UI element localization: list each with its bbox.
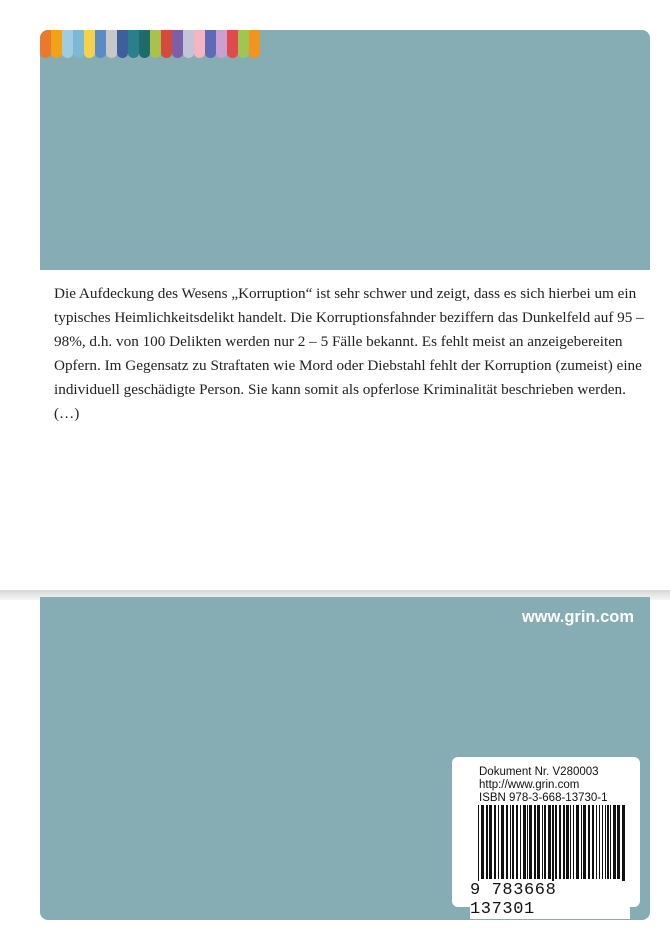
barcode-bar <box>501 805 504 879</box>
document-number: Dokument Nr. V280003 <box>479 766 599 778</box>
cover-top-panel <box>40 30 650 270</box>
blurb-text: Die Aufdeckung des Wesens „Korruption“ ist sehr schwer und zeigt, dass es sich hierbei um ein typisches Heimlichkeitsdelikt handelt. Die Korruptionsfahnder beziffern das Dunkelfeld auf 95 – 98%, d.h. von 100 Delikten werden nur 2 – 5 Fälle bekannt. Es fehlt meist an anzeigebereiten Opfern. Im Gegensatz zu Straftaten wie Mord oder Diebstahl fehlt der Korruption (zumeist) eine individuell geschädigte Person. Sie kann somit als opferlose Kriminalität beschrieben werden. (…) <box>54 285 644 422</box>
barcode-bar <box>542 805 543 879</box>
barcode-bar <box>494 805 496 879</box>
barcode-digits: 9 783668 137301 <box>470 881 630 919</box>
color-stripe <box>172 30 183 58</box>
color-stripe <box>227 30 238 58</box>
barcode-bar <box>510 805 511 879</box>
barcode-bar <box>529 805 532 879</box>
back-cover-blurb <box>40 270 650 592</box>
barcode-bar <box>566 805 569 879</box>
barcode-bar <box>537 805 540 879</box>
publisher-website[interactable]: www.grin.com <box>521 608 634 626</box>
barcode-bar <box>588 805 590 879</box>
barcode-bar <box>486 805 488 879</box>
barcode-bar <box>602 805 603 879</box>
color-stripe <box>161 30 172 58</box>
barcode-bar <box>548 805 551 879</box>
barcode-bar <box>534 805 536 879</box>
barcode-bar <box>607 805 609 879</box>
barcode-bar <box>622 805 625 887</box>
barcode-bar <box>592 805 594 879</box>
color-stripe <box>95 30 106 58</box>
color-stripe <box>128 30 139 58</box>
barcode-bar <box>596 805 597 879</box>
color-stripe <box>40 30 51 58</box>
color-stripe <box>139 30 150 58</box>
barcode-bar <box>478 805 479 887</box>
color-stripe <box>194 30 205 58</box>
color-stripe <box>84 30 95 58</box>
color-stripe <box>205 30 216 58</box>
barcode-bar <box>552 805 554 887</box>
color-stripe <box>51 30 62 58</box>
color-stripe <box>216 30 227 58</box>
isbn-number: ISBN 978-3-668-13730-1 <box>479 792 608 804</box>
color-stripe-band <box>40 30 260 58</box>
barcode-bar <box>563 805 565 879</box>
barcode-bar <box>523 805 526 879</box>
barcode-bar <box>555 805 557 879</box>
barcode-bar <box>520 805 521 879</box>
color-stripe <box>183 30 194 58</box>
barcode-bar <box>516 805 518 879</box>
barcode-bar <box>581 805 582 879</box>
barcode-bar <box>599 805 600 879</box>
color-stripe <box>117 30 128 58</box>
barcode-bar <box>617 805 620 879</box>
barcode-bar <box>527 805 528 879</box>
barcode-bar <box>570 805 571 879</box>
barcode-bar <box>481 805 484 879</box>
isbn-box <box>452 757 640 919</box>
barcode-bar <box>583 805 586 879</box>
color-stripe <box>150 30 161 58</box>
barcode-bar <box>576 805 579 879</box>
publisher-url[interactable]: http://www.grin.com <box>479 779 580 791</box>
barcode-bar <box>559 805 561 879</box>
color-stripe <box>238 30 249 58</box>
color-stripe <box>73 30 84 58</box>
barcode-bar <box>512 805 514 879</box>
color-stripe <box>249 30 260 58</box>
barcode-bar <box>544 805 546 879</box>
barcode <box>476 805 628 887</box>
barcode-bar <box>605 805 606 879</box>
barcode-bar <box>610 805 611 879</box>
barcode-bar <box>613 805 616 879</box>
barcode-bar <box>573 805 574 879</box>
barcode-bar <box>489 805 492 879</box>
color-stripe <box>106 30 117 58</box>
color-stripe <box>62 30 73 58</box>
barcode-bar <box>498 805 499 879</box>
cover-bottom-panel <box>40 597 650 920</box>
barcode-bar <box>506 805 508 879</box>
